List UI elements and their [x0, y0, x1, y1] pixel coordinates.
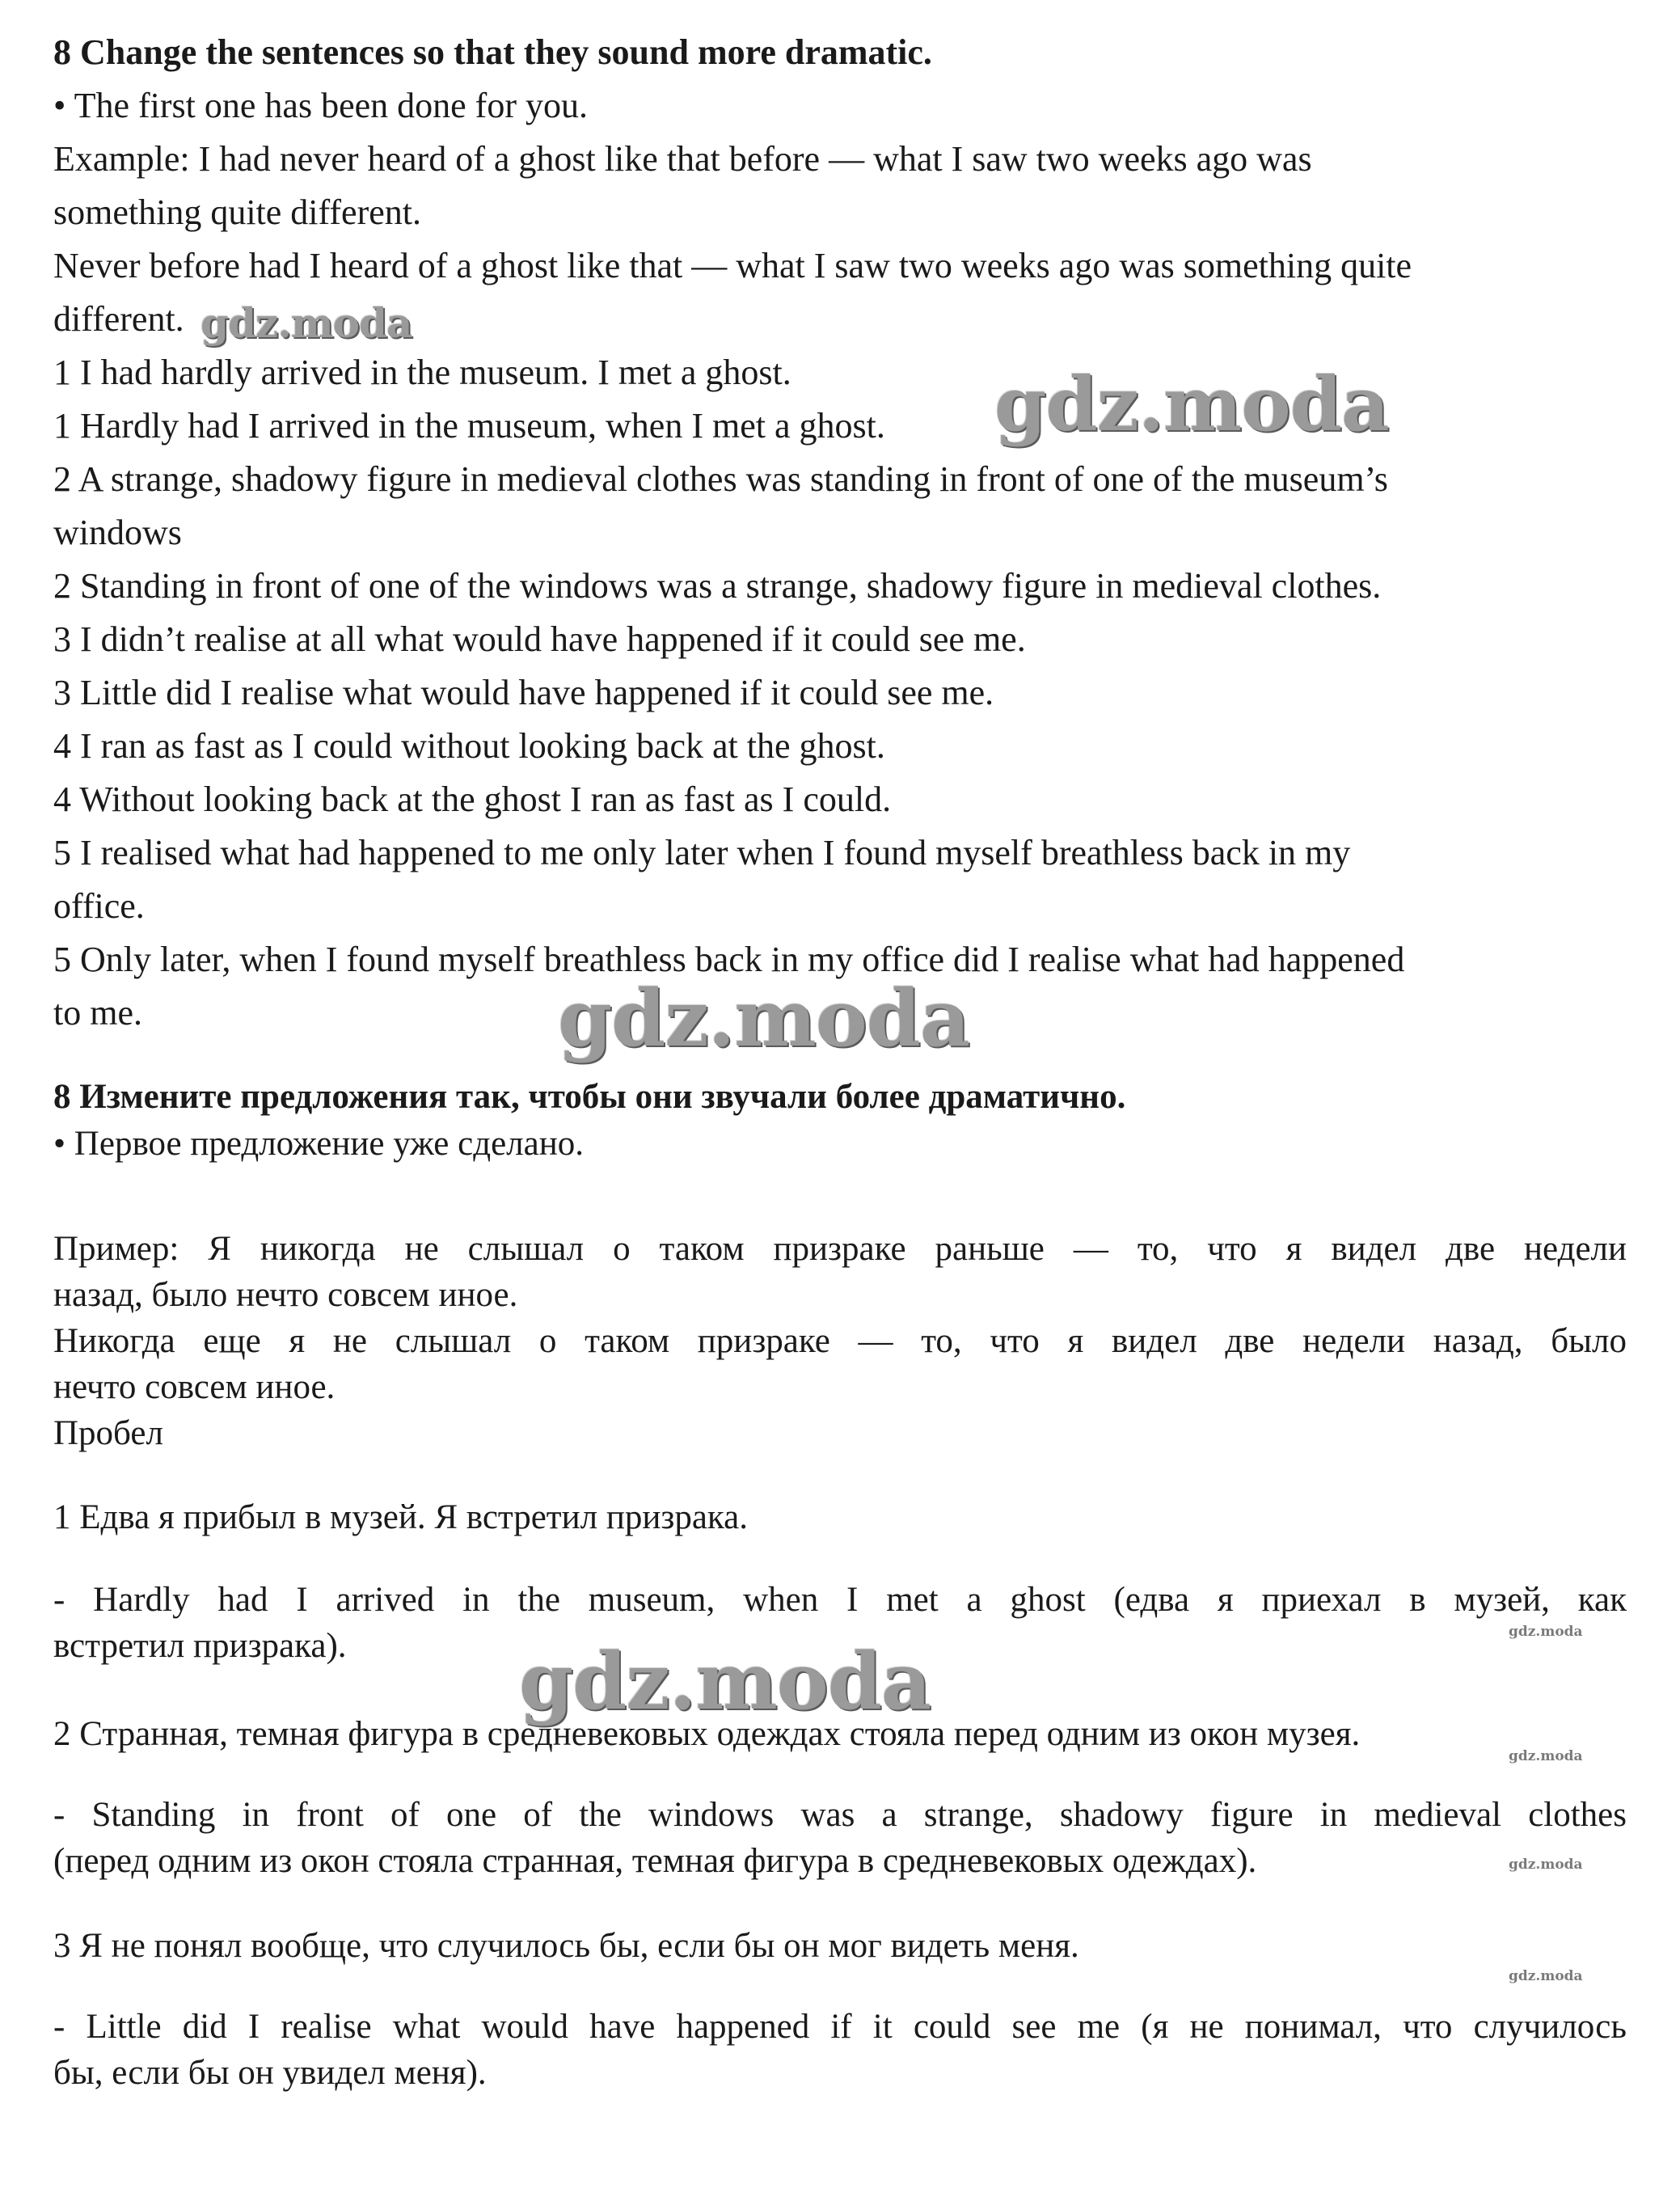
item-line: 3 Little did I realise what would have happened if it could see me.	[53, 673, 994, 712]
answer-2-line-2: (перед одним из окон стояла странная, темная фигура в средневековых одеждах).	[53, 1842, 1257, 1880]
answer-1-line-1: - Hardly had I arrived in the museum, when I met a ghost (едва я приехал в музей, как	[53, 1581, 1627, 1619]
item-line: to me.	[53, 993, 142, 1033]
instruction-ru: • Первое предложение уже сделано.	[53, 1125, 584, 1163]
example-line-2: something quite different.	[53, 192, 421, 232]
example-line-2-ru: назад, было нечто совсем иное.	[53, 1276, 518, 1314]
watermark-small: gdz.moda	[1509, 1968, 1583, 1984]
example-answer-line-2-ru: нечто совсем иное.	[53, 1368, 336, 1406]
item-line: 1 I had hardly arrived in the museum. I met a ghost.	[53, 353, 791, 392]
item-line: 1 Hardly had I arrived in the museum, when I met a ghost.	[53, 406, 885, 446]
question-1-ru: 1 Едва я прибыл в музей. Я встретил призрака.	[53, 1498, 748, 1536]
exercise-heading-ru: 8 Измените предложения так, чтобы они звучали более драматично.	[53, 1078, 1126, 1116]
item-line: 4 I ran as fast as I could without looking back at the ghost.	[53, 726, 885, 766]
example-answer-line-1-ru: Никогда еще я не слышал о таком призраке — то, что я видел две недели назад, было	[53, 1322, 1627, 1360]
answer-2-line-1: - Standing in front of one of the windows was a strange, shadowy figure in medieval clothes	[53, 1796, 1627, 1834]
watermark: gdz.moda	[201, 299, 412, 347]
answer-3-line-1: - Little did I realise what would have happened if it could see me (я не понимал, что случилось	[53, 2008, 1627, 2046]
watermark: gdz.moda	[994, 361, 1389, 448]
item-line: 2 Standing in front of one of the windows was a strange, shadowy figure in medieval clothes.	[53, 566, 1382, 606]
example-answer-line-1: Never before had I heard of a ghost like that — what I saw two weeks ago was something quite	[53, 246, 1412, 285]
watermark: gdz.moda	[519, 1636, 931, 1727]
example-line-1: Example: I had never heard of a ghost like that before — what I saw two weeks ago was	[53, 139, 1312, 179]
instruction-en: • The first one has been done for you.	[53, 86, 588, 125]
watermark: gdz.moda	[558, 973, 970, 1064]
example-answer-line-2: different.	[53, 299, 184, 339]
watermark-small: gdz.moda	[1509, 1624, 1583, 1640]
item-line: windows	[53, 513, 182, 552]
question-3-ru: 3 Я не понял вообще, что случилось бы, если бы он мог видеть меня.	[53, 1927, 1079, 1965]
gap-label: Пробел	[53, 1414, 163, 1452]
item-line: 3 I didn’t realise at all what would have happened if it could see me.	[53, 619, 1026, 659]
item-line: 2 A strange, shadowy figure in medieval clothes was standing in front of one of the museum’s	[53, 459, 1388, 499]
answer-1-line-2: встретил призрака).	[53, 1627, 347, 1665]
answer-3-line-2: бы, если бы он увидел меня).	[53, 2054, 487, 2092]
item-line: 5 I realised what had happened to me only later when I found myself breathless back in my	[53, 833, 1351, 872]
watermark-small: gdz.moda	[1509, 1857, 1583, 1873]
watermark-small: gdz.moda	[1509, 1748, 1583, 1764]
item-line: office.	[53, 886, 145, 926]
example-line-1-ru: Пример: Я никогда не слышал о таком призраке раньше — то, что я видел две недели	[53, 1230, 1627, 1268]
item-line: 5 Only later, when I found myself breathless back in my office did I realise what had happened	[53, 940, 1405, 979]
item-line: 4 Without looking back at the ghost I ran as fast as I could.	[53, 779, 892, 819]
question-2-ru: 2 Странная, темная фигура в средневековых одеждах стояла перед одним из окон музея.	[53, 1715, 1361, 1753]
exercise-heading-en: 8 Change the sentences so that they sound more dramatic.	[53, 32, 932, 72]
